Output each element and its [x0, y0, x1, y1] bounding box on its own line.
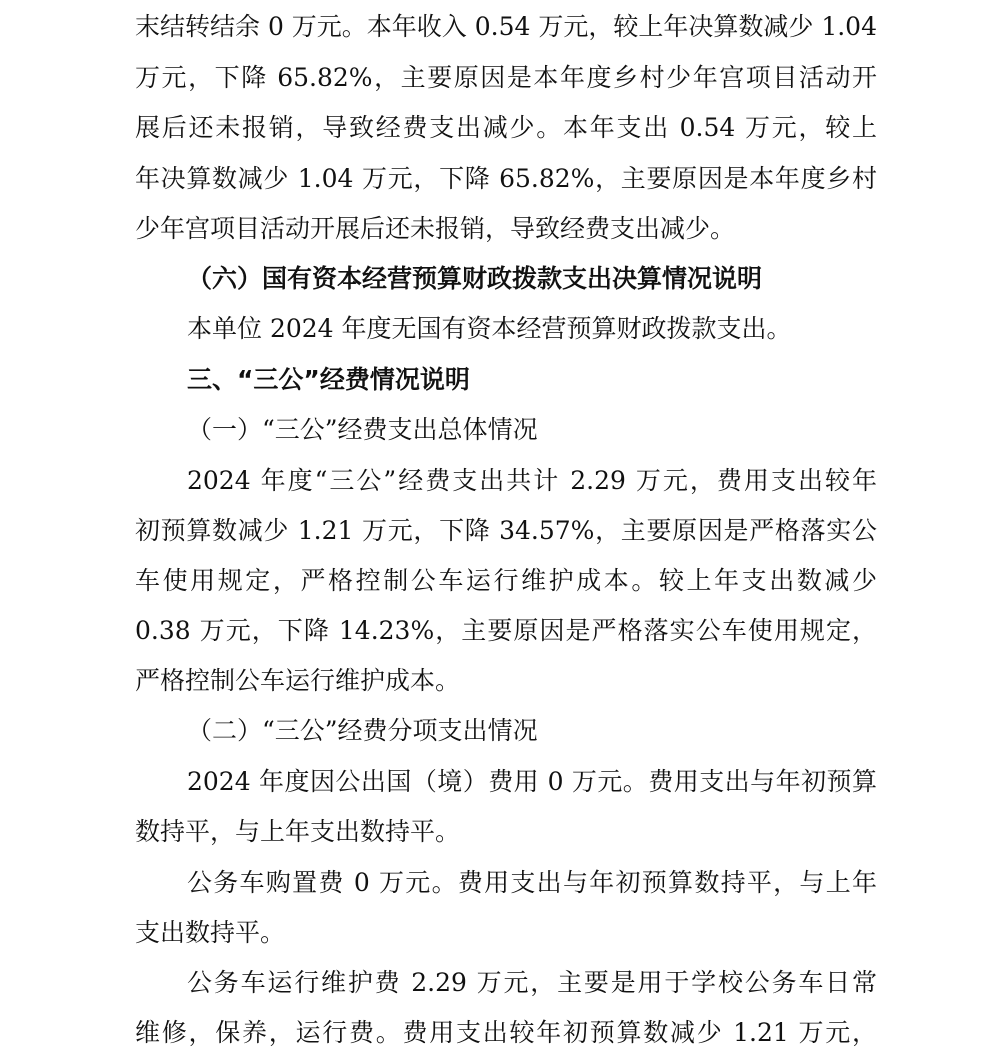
- body-text-line: 初预算数减少 1.21 万元，下降 34.57%，主要原因是严格落实公: [135, 516, 877, 545]
- body-text-line: 末结转结余 0 万元。本年收入 0.54 万元，较上年决算数减少 1.04: [135, 12, 877, 41]
- body-text-line: 展后还未报销，导致经费支出减少。本年支出 0.54 万元，较上: [135, 113, 877, 142]
- body-text-line: 支出数持平。: [135, 918, 286, 947]
- body-text-line: 严格控制公车运行维护成本。: [135, 666, 461, 695]
- body-text-line: 2024 年度因公出国（境）费用 0 万元。费用支出与年初预算: [187, 767, 877, 796]
- body-text-line: 公务车购置费 0 万元。费用支出与年初预算数持平，与上年: [187, 868, 877, 897]
- body-text-line: 本单位 2024 年度无国有资本经营预算财政拨款支出。: [187, 314, 792, 343]
- section-heading: 三、“三公”经费情况说明: [187, 365, 470, 394]
- body-text-line: 少年宫项目活动开展后还未报销，导致经费支出减少。: [135, 214, 736, 243]
- subsection-heading: （一）“三公”经费支出总体情况: [187, 415, 538, 444]
- body-text-line: 年决算数减少 1.04 万元，下降 65.82%，主要原因是本年度乡村: [135, 164, 877, 193]
- body-text-line: 数持平，与上年支出数持平。: [135, 817, 461, 846]
- body-text-line: 车使用规定，严格控制公车运行维护成本。较上年支出数减少: [135, 566, 877, 595]
- subsection-heading: （六）国有资本经营预算财政拨款支出决算情况说明: [187, 264, 763, 293]
- body-text-line: 维修，保养，运行费。费用支出较年初预算数减少 1.21 万元，: [135, 1018, 877, 1047]
- body-text-line: 0.38 万元，下降 14.23%，主要原因是严格落实公车使用规定，: [135, 616, 877, 645]
- body-text-line: 万元，下降 65.82%，主要原因是本年度乡村少年宫项目活动开: [135, 63, 877, 92]
- body-text-line: 2024 年度“三公”经费支出共计 2.29 万元，费用支出较年: [187, 466, 877, 495]
- subsection-heading: （二）“三公”经费分项支出情况: [187, 716, 538, 745]
- body-text-line: 公务车运行维护费 2.29 万元，主要是用于学校公务车日常: [187, 968, 877, 997]
